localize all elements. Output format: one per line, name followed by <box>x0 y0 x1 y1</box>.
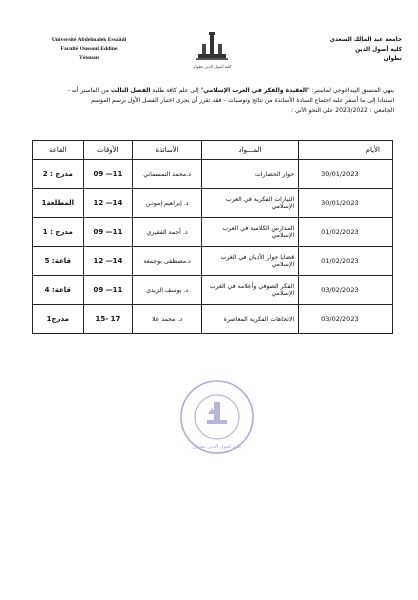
intro-text: " إلى علم كافة طلبة <box>150 87 204 94</box>
university-header-ar <box>302 36 402 65</box>
cell-subject: التيارات الفكرية في الغرب الإسلامي <box>201 189 298 218</box>
cell-subject: الفكر الصوفي وأعلامه في الغرب الإسلامي <box>201 276 298 305</box>
intro-line-2: استنادا إلى ما أسفر عليه اجتماع السادة الأساتذة من نتائج وتوصيات – فقد تقرر أن يجرى اختبار الفصل الأول برسم الموسم <box>91 97 394 104</box>
cell-professor: د.مصطفى بوجمعة <box>133 247 202 276</box>
cell-day: 03/02/2023 <box>299 305 393 334</box>
faculty-logo <box>191 30 233 72</box>
header-days: الأيام <box>299 141 393 160</box>
cell-day: 01/02/2023 <box>299 247 393 276</box>
intro-paragraph <box>19 86 394 116</box>
cell-subject: حوار الحضارات <box>201 160 298 189</box>
faculty-name-fr: Faculté Oussoul Eddine <box>60 46 118 52</box>
table-row <box>33 218 393 247</box>
cell-professor: د. أحمد الفقيري <box>133 218 202 247</box>
cell-time: 09 —11 <box>83 276 133 305</box>
cell-room: مدرج : 1 <box>33 218 84 247</box>
cell-day: 30/01/2023 <box>299 189 393 218</box>
semester-name: الفصل الثالث <box>110 87 151 94</box>
header-hall: القاعة <box>33 141 84 160</box>
intro-line-3: الجامعي : 2023/2022 على النحو الآتي : <box>291 107 394 114</box>
program-name: العقيدة والفكر في الغرب الإسلامي <box>203 87 308 94</box>
faculty-name-ar: كلية أصول الدين <box>355 46 402 53</box>
header-subjects: المـــواد <box>201 141 298 160</box>
cell-room: قاعة: 4 <box>33 276 84 305</box>
cell-professor: د. يوسف الزيدي <box>133 276 202 305</box>
cell-time: 12 —14 <box>83 247 133 276</box>
intro-text: ينهي المنسق البيداغوجي لماستر: " <box>307 87 394 94</box>
cell-time: 09 —11 <box>83 218 133 247</box>
cell-day: 01/02/2023 <box>299 218 393 247</box>
table-row <box>33 189 393 218</box>
city-name-ar: تطوان <box>383 56 402 62</box>
table-row <box>33 160 393 189</box>
intro-line-1 <box>19 86 394 96</box>
cell-time: 09 —11 <box>83 160 133 189</box>
city-name-fr: Tétouan <box>79 55 99 61</box>
faculty-stamp <box>178 378 256 456</box>
intro-text: من الماستر أنه - <box>67 87 111 94</box>
cell-day: 03/02/2023 <box>299 276 393 305</box>
cell-professor: د. محمد علا <box>133 305 202 334</box>
table-header-row <box>33 141 393 160</box>
logo-caption: كلية أصول الدين تطوان <box>192 64 232 69</box>
table-row <box>33 305 393 334</box>
exam-schedule-table <box>32 140 393 334</box>
university-name-fr: Université Abdelmalek Essaâdi <box>51 37 127 43</box>
cell-subject: قضايا حوار الأديان في الغرب الإسلامي <box>201 247 298 276</box>
cell-room: المطلعة1 <box>33 189 84 218</box>
cell-professor: د. إبراهيم إموتـن <box>133 189 202 218</box>
stamp-text: كلية أصول الدين تطوان <box>192 444 242 450</box>
cell-subject: المدارس الكلامية في الغرب الإسلامي <box>201 218 298 247</box>
table-row <box>33 247 393 276</box>
cell-time: 15- 17 <box>83 305 133 334</box>
cell-room: مدرج : 2 <box>33 160 84 189</box>
cell-professor: د.محمد التمسماني <box>133 160 202 189</box>
cell-subject: الاتجاهات الفكرية المعاصرة <box>201 305 298 334</box>
university-name-ar: جامعة عبد المالك السعدي <box>329 37 402 43</box>
header-times: الأوقات <box>83 141 133 160</box>
header-professors: الأساتذة <box>133 141 202 160</box>
cell-room: مدرج1 <box>33 305 84 334</box>
cell-room: قاعة: 5 <box>33 247 84 276</box>
cell-day: 30/01/2023 <box>299 160 393 189</box>
table-row <box>33 276 393 305</box>
cell-time: 12 —14 <box>83 189 133 218</box>
university-header-fr <box>34 36 144 63</box>
